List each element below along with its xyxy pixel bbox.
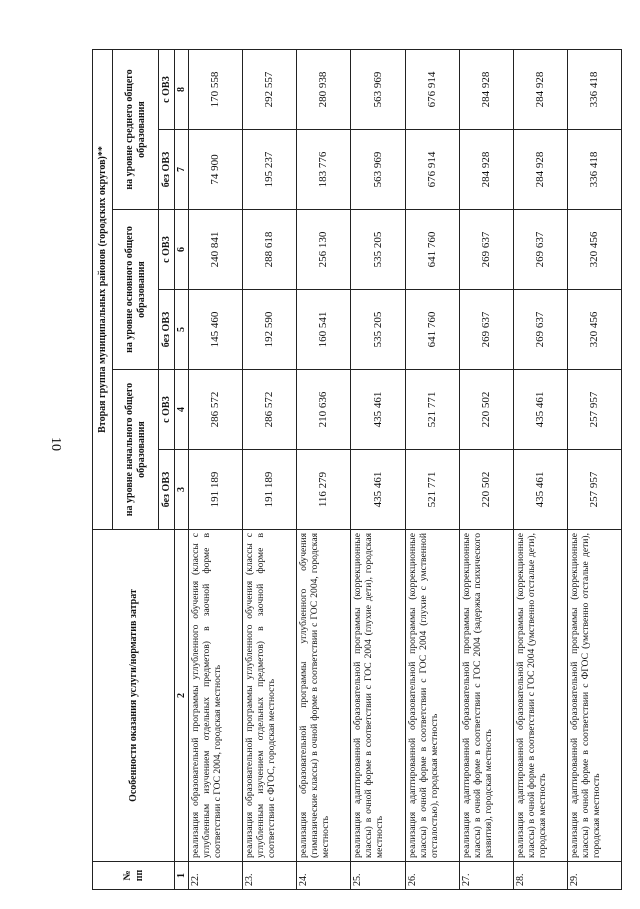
cost-norms-table [92, 49, 622, 890]
row-number: 22. [189, 862, 243, 890]
cost-value-cell: 435 461 [513, 450, 567, 530]
row-description: реализация адаптированной образовательной программы (коррекционные классы) в очной форме в соответствии с ГОС 2004 (умственно отсталые дети), городская местность [513, 530, 567, 862]
cost-value-cell: 284 928 [513, 130, 567, 210]
cost-value-cell: 160 541 [297, 290, 351, 370]
rotated-table-container [92, 50, 622, 890]
header-description: Особенности оказания услуги/норматив затрат [93, 530, 175, 862]
cost-value-cell: 641 760 [405, 210, 459, 290]
cost-value-cell: 220 502 [459, 370, 513, 450]
cost-value-cell: 269 637 [459, 210, 513, 290]
cost-value-cell: 284 928 [513, 50, 567, 130]
cost-value-cell: 269 637 [513, 290, 567, 370]
row-description: реализация адаптированной образовательной программы (коррекционные классы) в очной форме в соответствии с ГОС 2004 (задержка психического развития), городская местность [459, 530, 513, 862]
row-number: 24. [297, 862, 351, 890]
column-index: 6 [175, 210, 189, 290]
cost-value-cell: 336 418 [567, 50, 621, 130]
column-index: 1 [175, 862, 189, 890]
cost-value-cell: 286 572 [189, 370, 243, 450]
header-group: Вторая группа муниципальных районов (городских округов)** [93, 50, 113, 530]
header-without-ovz: без ОВЗ [159, 290, 175, 370]
cost-value-cell: 521 771 [405, 370, 459, 450]
cost-value-cell: 292 557 [243, 50, 297, 130]
cost-value-cell: 256 130 [297, 210, 351, 290]
row-number: 29. [567, 862, 621, 890]
header-with-ovz: с ОВЗ [159, 210, 175, 290]
cost-value-cell: 563 969 [351, 50, 405, 130]
row-description: реализация адаптированной образовательной программы (коррекционные классы) в очной форме в соответствии с ФГОС (умственно отсталые дети), городская местность [567, 530, 621, 862]
row-description: реализация образовательной программы углубленного обучения (гимназические классы) в очной форме в соответствии с ГОС 2004, городская местность [297, 530, 351, 862]
header-without-ovz: без ОВЗ [159, 450, 175, 530]
cost-value-cell: 284 928 [459, 50, 513, 130]
cost-value-cell: 74 900 [189, 130, 243, 210]
cost-value-cell: 535 205 [351, 210, 405, 290]
cost-value-cell: 676 914 [405, 130, 459, 210]
cost-value-cell: 145 460 [189, 290, 243, 370]
cost-value-cell: 435 461 [351, 370, 405, 450]
cost-value-cell: 192 590 [243, 290, 297, 370]
cost-value-cell: 210 636 [297, 370, 351, 450]
table-row [351, 50, 405, 890]
cost-value-cell: 191 189 [243, 450, 297, 530]
row-description: реализация образовательной программы углубленного обучения (классы с углубленным изучением отдельных предметов) в заочной форме в соответствии с ГОС 2004, городская местность [189, 530, 243, 862]
column-index: 3 [175, 450, 189, 530]
header-level-secondary: на уровне среднего общего образования [113, 50, 159, 210]
row-number: 28. [513, 862, 567, 890]
cost-value-cell: 320 456 [567, 290, 621, 370]
row-number: 26. [405, 862, 459, 890]
header-level-primary: на уровне начального общего образования [113, 370, 159, 530]
table-row [405, 50, 459, 890]
header-level-basic: на уровне основного общего образования [113, 210, 159, 370]
cost-value-cell: 535 205 [351, 290, 405, 370]
cost-value-cell: 280 938 [297, 50, 351, 130]
cost-value-cell: 563 969 [351, 130, 405, 210]
row-description: реализация адаптированной образовательной программы (коррекционные классы) в очной форме в соответствии с ГОС 2004 (глухие дети), городская местность [351, 530, 405, 862]
table-row [513, 50, 567, 890]
table-row [189, 50, 243, 890]
row-description: реализация адаптированной образовательной программы (коррекционные классы) в очной форме в соответствии с ГОС 2004 (глухие с умственной отсталостью), городская местность [405, 530, 459, 862]
header-with-ovz: с ОВЗ [159, 370, 175, 450]
table-row [243, 50, 297, 890]
column-index: 2 [175, 530, 189, 862]
cost-value-cell: 320 456 [567, 210, 621, 290]
cost-value-cell: 336 418 [567, 130, 621, 210]
cost-value-cell: 191 189 [189, 450, 243, 530]
header-no: № пп [93, 862, 175, 890]
cost-value-cell: 116 279 [297, 450, 351, 530]
row-number: 23. [243, 862, 297, 890]
cost-value-cell: 288 618 [243, 210, 297, 290]
cost-value-cell: 170 558 [189, 50, 243, 130]
row-description: реализация образовательной программы углубленного обучения (классы с углубленным изучением отдельных предметов) в заочной форме в соответствии с ФГОС, городская местность [243, 530, 297, 862]
cost-value-cell: 641 760 [405, 290, 459, 370]
table-row [567, 50, 621, 890]
cost-value-cell: 284 928 [459, 130, 513, 210]
cost-value-cell: 257 957 [567, 370, 621, 450]
cost-value-cell: 521 771 [405, 450, 459, 530]
cost-value-cell: 286 572 [243, 370, 297, 450]
cost-value-cell: 269 637 [513, 210, 567, 290]
row-number: 27. [459, 862, 513, 890]
column-index: 5 [175, 290, 189, 370]
page-number: 10 [48, 437, 63, 451]
table-row [297, 50, 351, 890]
row-number: 25. [351, 862, 405, 890]
cost-value-cell: 435 461 [351, 450, 405, 530]
column-index: 7 [175, 130, 189, 210]
cost-value-cell: 183 776 [297, 130, 351, 210]
cost-value-cell: 257 957 [567, 450, 621, 530]
cost-value-cell: 435 461 [513, 370, 567, 450]
column-index: 4 [175, 370, 189, 450]
cost-value-cell: 195 237 [243, 130, 297, 210]
table-row [459, 50, 513, 890]
cost-value-cell: 269 637 [459, 290, 513, 370]
cost-value-cell: 220 502 [459, 450, 513, 530]
header-with-ovz: с ОВЗ [159, 50, 175, 130]
cost-value-cell: 676 914 [405, 50, 459, 130]
column-index: 8 [175, 50, 189, 130]
header-without-ovz: без ОВЗ [159, 130, 175, 210]
cost-value-cell: 240 841 [189, 210, 243, 290]
